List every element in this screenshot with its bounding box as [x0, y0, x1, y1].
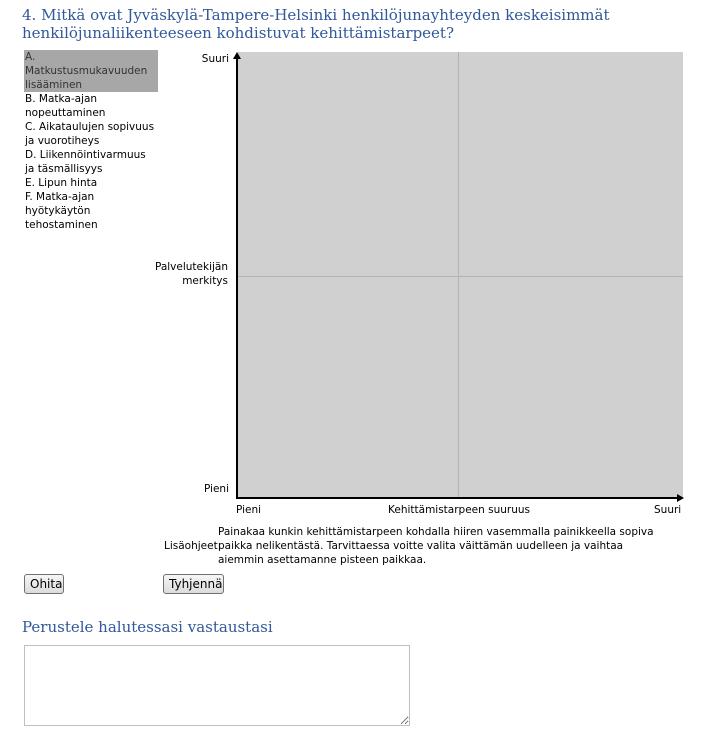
instructions-label: Lisäohjeet:: [164, 540, 222, 552]
item-f[interactable]: F. Matka-ajan hyötykäytön tehostaminen: [25, 191, 98, 231]
quadrant-grid[interactable]: [237, 52, 683, 499]
instructions-text: Painakaa kunkin kehittämistarpeen kohdalla hiiren vasemmalla painikkeella sopiva paikka nelikentästä. Tarvittaessa voitte valita väittämän uudelleen ja vaihtaa aiemmin asettamanne pisteen paikkaa.: [218, 526, 654, 566]
skip-button[interactable]: Ohita: [24, 574, 64, 594]
item-c[interactable]: C. Aikataulujen sopivuus ja vuorotiheys: [25, 121, 155, 147]
item-b[interactable]: B. Matka-ajan nopeuttaminen: [25, 93, 106, 119]
question-title: 4. Mitkä ovat Jyväskylä-Tampere-Helsinki henkilöjunayhteyden keskeisimmät henkilöjunaliikenteeseen kohdistuvat kehittämistarpeet?: [22, 6, 610, 42]
y-axis-line: [236, 58, 238, 499]
x-axis-line: [236, 497, 678, 499]
justification-title: Perustele halutessasi vastaustasi: [22, 618, 273, 636]
item-e[interactable]: E. Lipun hinta: [25, 177, 98, 189]
justification-textarea[interactable]: [24, 645, 410, 726]
x-axis-right-label: Suuri: [654, 504, 682, 516]
item-a[interactable]: A. Matkustusmukavuuden lisääminen: [24, 50, 158, 92]
x-axis-arrow-icon: [677, 494, 684, 502]
x-axis-left-label: Pieni: [236, 504, 262, 516]
y-axis-top-label: Suuri: [201, 53, 229, 65]
clear-button[interactable]: Tyhjennä: [163, 574, 224, 594]
grid-horizontal-divider: [237, 276, 683, 277]
item-list: [24, 50, 158, 232]
y-axis-arrow-icon: [233, 52, 241, 59]
y-axis-bottom-label: Pieni: [203, 483, 229, 495]
y-axis-label: Palvelutekijän merkitys: [154, 261, 228, 287]
x-axis-label: Kehittämistarpeen suuruus: [388, 504, 531, 516]
item-d[interactable]: D. Liikennöintivarmuus ja täsmällisyys: [25, 149, 146, 175]
